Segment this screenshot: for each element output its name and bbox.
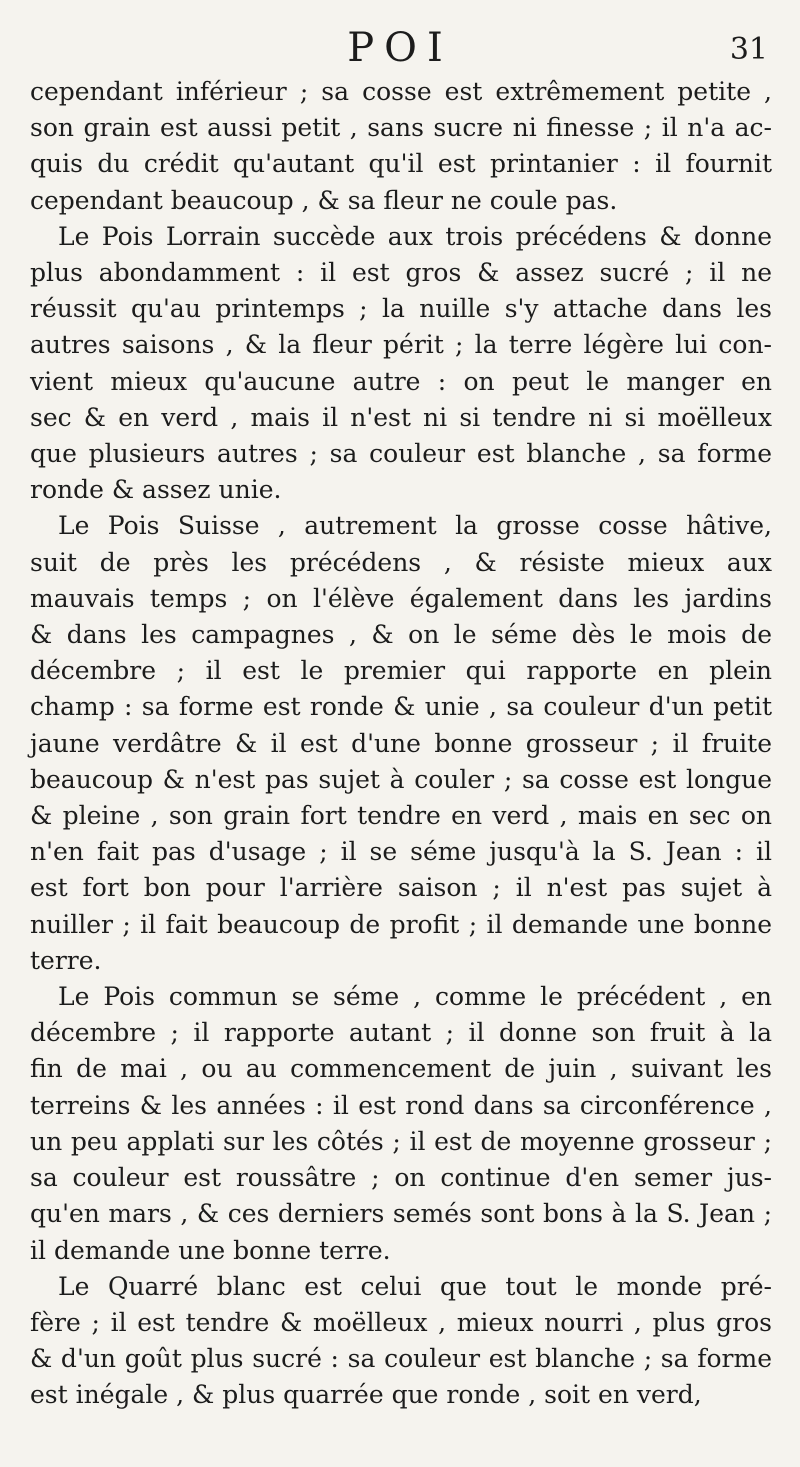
text-line: cependant inférieur ; sa cosse est extrêmement petite , — [30, 77, 772, 106]
text-line: décembre ; il est le premier qui rapporte en plein — [30, 656, 772, 686]
text-line: son grain est aussi petit , sans sucre ni finesse ; il n'a ac- — [30, 113, 772, 143]
text-line: terreins & les années : il est rond dans sa circonférence , — [30, 1090, 772, 1120]
text-line: vient mieux qu'aucune autre : on peut le manger en — [30, 366, 772, 396]
text-line: n'en fait pas d'usage ; il se séme jusqu'à la S. Jean : il — [30, 837, 772, 867]
paragraph — [30, 1269, 772, 1414]
running-head-title: POI — [347, 25, 453, 71]
text-line: fère ; il est tendre & moëlleux , mieux nourri , plus gros — [30, 1307, 772, 1337]
text-line: mauvais temps ; on l'élève également dans les jardins — [30, 583, 772, 613]
paragraph — [30, 979, 772, 1269]
text-line: jaune verdâtre & il est d'une bonne grosseur ; il fruite — [30, 728, 772, 758]
text-line: sa couleur est roussâtre ; on continue d'en semer jus- — [30, 1163, 772, 1193]
text-line: beaucoup & n'est pas sujet à couler ; sa cosse est longue — [30, 764, 772, 794]
text-line: quis du crédit qu'autant qu'il est printanier : il fournit — [30, 149, 772, 179]
text-line: autres saisons , & la fleur périt ; la terre légère lui con- — [30, 330, 772, 360]
paragraph — [30, 219, 772, 509]
text-line: & dans les campagnes , & on le séme dès le mois de — [30, 620, 772, 650]
text-line: est inégale , & plus quarrée que ronde , soit en verd, — [30, 1380, 702, 1410]
text-line: Le Quarré blanc est celui que tout le monde pré- — [58, 1271, 772, 1301]
text-line: qu'en mars , & ces derniers semés sont bons à la S. Jean ; — [30, 1199, 772, 1229]
text-line: suit de près les précédens , & résiste mieux aux — [30, 547, 772, 577]
text-line: champ : sa forme est ronde & unie , sa couleur d'un petit — [30, 692, 772, 722]
text-line: décembre ; il rapporte autant ; il donne son fruit à la — [30, 1018, 772, 1048]
text-line: que plusieurs autres ; sa couleur est blanche , sa forme — [30, 439, 772, 469]
text-line: nuiller ; il fait beaucoup de profit ; il demande une bonne — [30, 909, 772, 939]
text-line: réussit qu'au printemps ; la nuille s'y attache dans les — [30, 294, 772, 324]
page-number: 31 — [729, 32, 768, 67]
text-line: un peu applati sur les côtés ; il est de moyenne grosseur ; — [30, 1126, 772, 1156]
paragraph — [30, 74, 772, 219]
body-text — [30, 74, 772, 1414]
text-line: est fort bon pour l'arrière saison ; il n'est pas sujet à — [30, 873, 772, 903]
paragraph — [30, 508, 772, 979]
text-line: terre. — [30, 945, 102, 975]
running-head — [0, 22, 800, 74]
text-line: & pleine , son grain fort tendre en verd , mais en sec on — [30, 801, 772, 831]
text-line: Le Pois Lorrain succède aux trois précédens & donne — [58, 221, 772, 251]
text-line: sec & en verd , mais il n'est ni si tendre ni si moëlleux — [30, 402, 772, 432]
text-line: fin de mai , ou au commencement de juin , suivant les — [30, 1054, 772, 1084]
text-line: ronde & assez unie. — [30, 475, 282, 505]
text-line: il demande une bonne terre. — [30, 1235, 391, 1265]
text-line: cependant beaucoup , & sa fleur ne coule pas. — [30, 185, 618, 215]
text-line: & d'un goût plus sucré : sa couleur est blanche ; sa forme — [30, 1344, 772, 1374]
text-line: Le Pois commun se séme , comme le précédent , en — [58, 982, 772, 1012]
text-line: plus abondamment : il est gros & assez sucré ; il ne — [30, 258, 772, 288]
text-line: Le Pois Suisse , autrement la grosse cosse hâtive, — [58, 511, 772, 541]
